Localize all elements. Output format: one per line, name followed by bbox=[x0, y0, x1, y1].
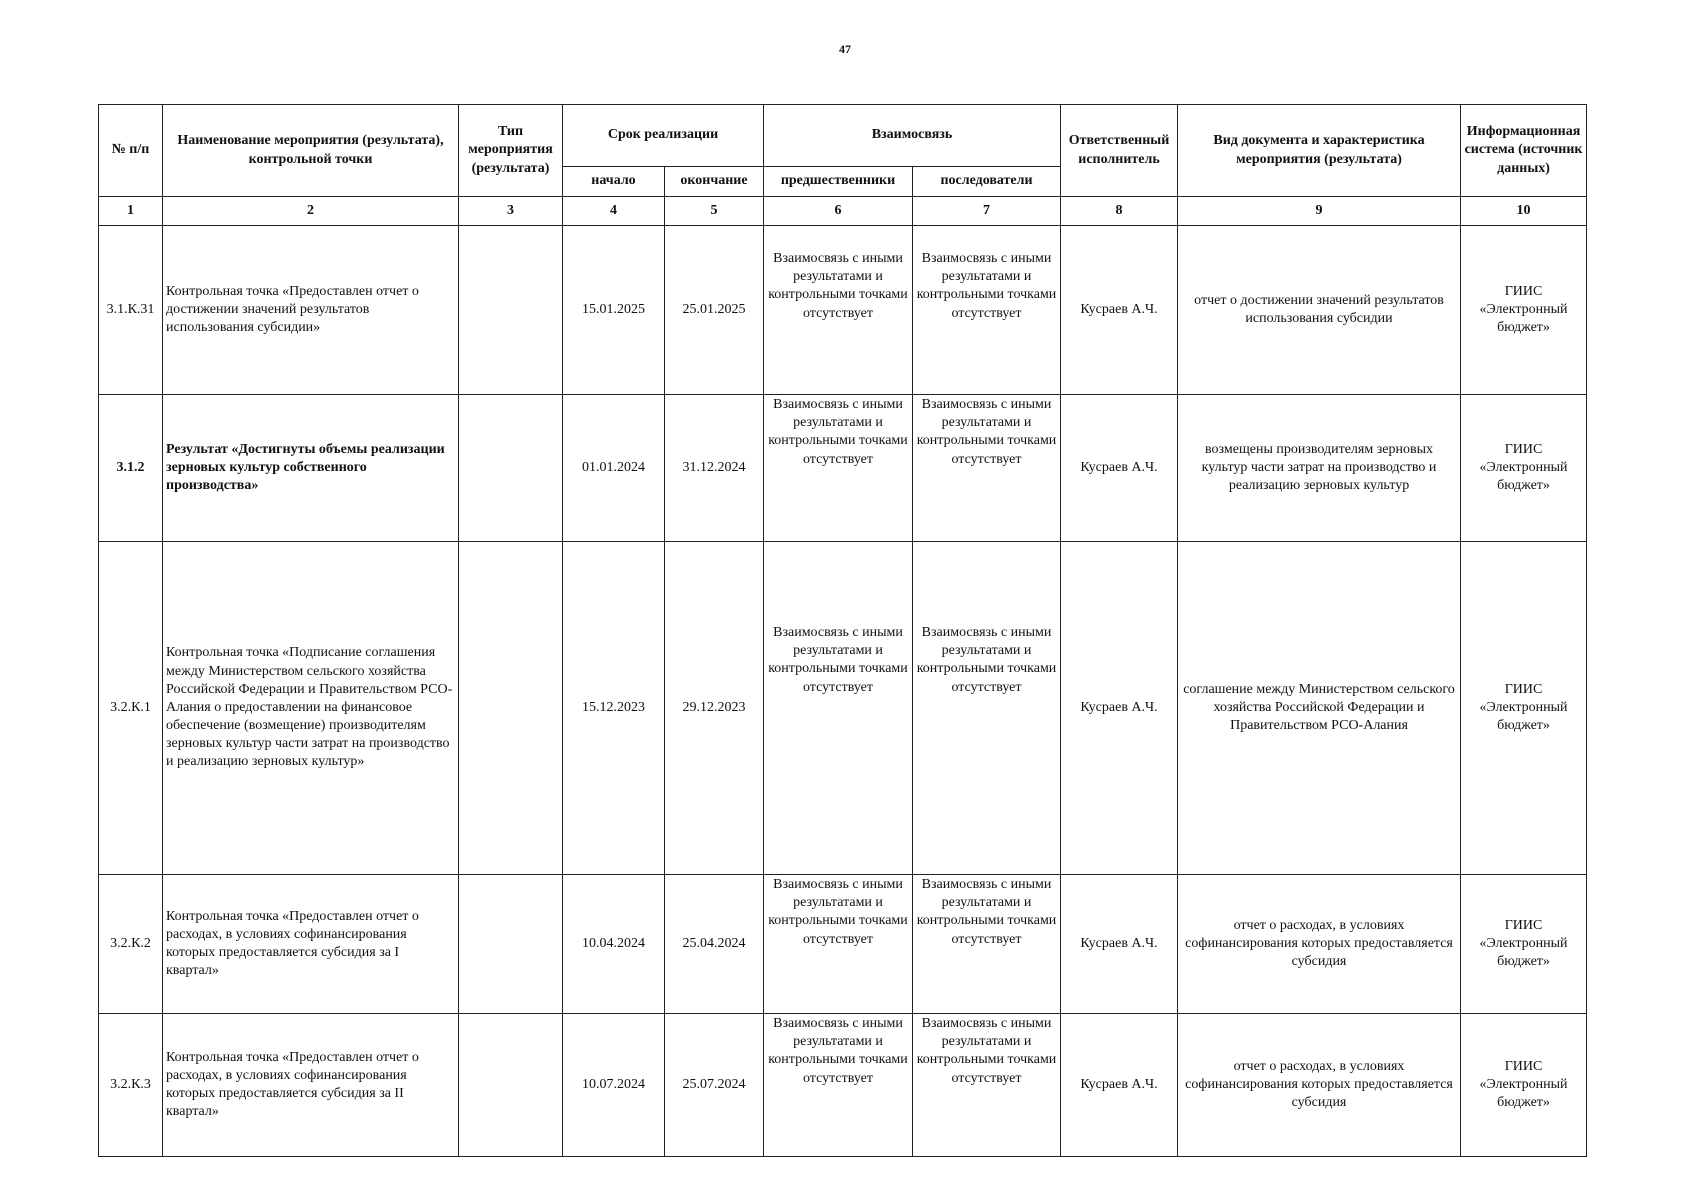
header-doc: Вид документа и характеристика мероприятия (результата) bbox=[1178, 105, 1461, 197]
row-start: 01.01.2024 bbox=[563, 395, 665, 542]
row-responsible: Кусраев А.Ч. bbox=[1061, 226, 1178, 395]
row-num: 3.2.К.2 bbox=[99, 875, 163, 1014]
row-name: Контрольная точка «Предоставлен отчет о расходах, в условиях софинансирования которых предоставляется субсидия за I квартал» bbox=[163, 875, 459, 1014]
row-doc: соглашение между Министерством сельского хозяйства Российской Федерации и Правительством РСО-Алания bbox=[1178, 542, 1461, 875]
header-num: № п/п bbox=[99, 105, 163, 197]
row-num: 3.2.К.1 bbox=[99, 542, 163, 875]
row-predecessors: Взаимосвязь с иными результатами и контрольными точками отсутствует bbox=[764, 875, 913, 1014]
row-start: 10.04.2024 bbox=[563, 875, 665, 1014]
row-responsible: Кусраев А.Ч. bbox=[1061, 1014, 1178, 1157]
row-successors: Взаимосвязь с иными результатами и контрольными точками отсутствует bbox=[913, 542, 1061, 875]
table-row bbox=[99, 1014, 1587, 1157]
row-name: Контрольная точка «Предоставлен отчет о расходах, в условиях софинансирования которых предоставляется субсидия за II квартал» bbox=[163, 1014, 459, 1157]
column-number: 10 bbox=[1461, 197, 1587, 226]
row-name: Контрольная точка «Предоставлен отчет о достижении значений результатов использования субсидии» bbox=[163, 226, 459, 395]
row-type bbox=[459, 226, 563, 395]
row-name: Результат «Достигнуты объемы реализации зерновых культур собственного производства» bbox=[163, 395, 459, 542]
row-end: 29.12.2023 bbox=[665, 542, 764, 875]
row-start: 15.12.2023 bbox=[563, 542, 665, 875]
row-doc: отчет о достижении значений результатов использования субсидии bbox=[1178, 226, 1461, 395]
row-doc: отчет о расходах, в условиях софинансирования которых предоставляется субсидия bbox=[1178, 875, 1461, 1014]
row-start: 10.07.2024 bbox=[563, 1014, 665, 1157]
row-end: 25.01.2025 bbox=[665, 226, 764, 395]
column-number: 3 bbox=[459, 197, 563, 226]
row-doc: отчет о расходах, в условиях софинансирования которых предоставляется субсидия bbox=[1178, 1014, 1461, 1157]
row-successors: Взаимосвязь с иными результатами и контрольными точками отсутствует bbox=[913, 875, 1061, 1014]
row-system: ГИИС «Электронный бюджет» bbox=[1461, 875, 1587, 1014]
header-end: окончание bbox=[665, 167, 764, 197]
column-number: 4 bbox=[563, 197, 665, 226]
row-predecessors: Взаимосвязь с иными результатами и контрольными точками отсутствует bbox=[764, 395, 913, 542]
column-number: 9 bbox=[1178, 197, 1461, 226]
column-number-row bbox=[99, 197, 1587, 226]
header-relation: Взаимосвязь bbox=[764, 105, 1061, 167]
column-number: 1 bbox=[99, 197, 163, 226]
header-system: Информационная система (источник данных) bbox=[1461, 105, 1587, 197]
row-end: 25.04.2024 bbox=[665, 875, 764, 1014]
header-successors: последователи bbox=[913, 167, 1061, 197]
row-successors: Взаимосвязь с иными результатами и контрольными точками отсутствует bbox=[913, 226, 1061, 395]
row-end: 31.12.2024 bbox=[665, 395, 764, 542]
column-number: 2 bbox=[163, 197, 459, 226]
row-name: Контрольная точка «Подписание соглашения между Министерством сельского хозяйства Российской Федерации и Правительством РСО-Алания о предоставлении на финансовое обеспечение (возмещение) производителям зерновых культур части затрат на производство и реализацию зерновых культур» bbox=[163, 542, 459, 875]
row-doc: возмещены производителям зерновых культур части затрат на производство и реализацию зерновых культур bbox=[1178, 395, 1461, 542]
column-number: 6 bbox=[764, 197, 913, 226]
column-number: 8 bbox=[1061, 197, 1178, 226]
row-system: ГИИС «Электронный бюджет» bbox=[1461, 1014, 1587, 1157]
row-type bbox=[459, 542, 563, 875]
table-row bbox=[99, 226, 1587, 395]
row-type bbox=[459, 395, 563, 542]
plan-table bbox=[98, 104, 1587, 1157]
column-number: 5 bbox=[665, 197, 764, 226]
row-type bbox=[459, 1014, 563, 1157]
row-responsible: Кусраев А.Ч. bbox=[1061, 542, 1178, 875]
row-system: ГИИС «Электронный бюджет» bbox=[1461, 542, 1587, 875]
header-predecessors: предшественники bbox=[764, 167, 913, 197]
row-system: ГИИС «Электронный бюджет» bbox=[1461, 395, 1587, 542]
row-predecessors: Взаимосвязь с иными результатами и контрольными точками отсутствует bbox=[764, 542, 913, 875]
table-header bbox=[99, 105, 1587, 226]
row-type bbox=[459, 875, 563, 1014]
row-responsible: Кусраев А.Ч. bbox=[1061, 875, 1178, 1014]
header-start: начало bbox=[563, 167, 665, 197]
row-responsible: Кусраев А.Ч. bbox=[1061, 395, 1178, 542]
header-period: Срок реализации bbox=[563, 105, 764, 167]
row-predecessors: Взаимосвязь с иными результатами и контрольными точками отсутствует bbox=[764, 1014, 913, 1157]
row-successors: Взаимосвязь с иными результатами и контрольными точками отсутствует bbox=[913, 1014, 1061, 1157]
row-system: ГИИС «Электронный бюджет» bbox=[1461, 226, 1587, 395]
row-num: 3.2.К.3 bbox=[99, 1014, 163, 1157]
table-row bbox=[99, 542, 1587, 875]
table-row bbox=[99, 875, 1587, 1014]
row-num: 3.1.2 bbox=[99, 395, 163, 542]
row-successors: Взаимосвязь с иными результатами и контрольными точками отсутствует bbox=[913, 395, 1061, 542]
header-responsible: Ответственный исполнитель bbox=[1061, 105, 1178, 197]
row-start: 15.01.2025 bbox=[563, 226, 665, 395]
row-end: 25.07.2024 bbox=[665, 1014, 764, 1157]
row-num: 3.1.К.31 bbox=[99, 226, 163, 395]
header-name: Наименование мероприятия (результата), контрольной точки bbox=[163, 105, 459, 197]
header-type: Тип мероприятия (результата) bbox=[459, 105, 563, 197]
row-predecessors: Взаимосвязь с иными результатами и контрольными точками отсутствует bbox=[764, 226, 913, 395]
table-row bbox=[99, 395, 1587, 542]
page-number: 47 bbox=[839, 42, 851, 56]
column-number: 7 bbox=[913, 197, 1061, 226]
